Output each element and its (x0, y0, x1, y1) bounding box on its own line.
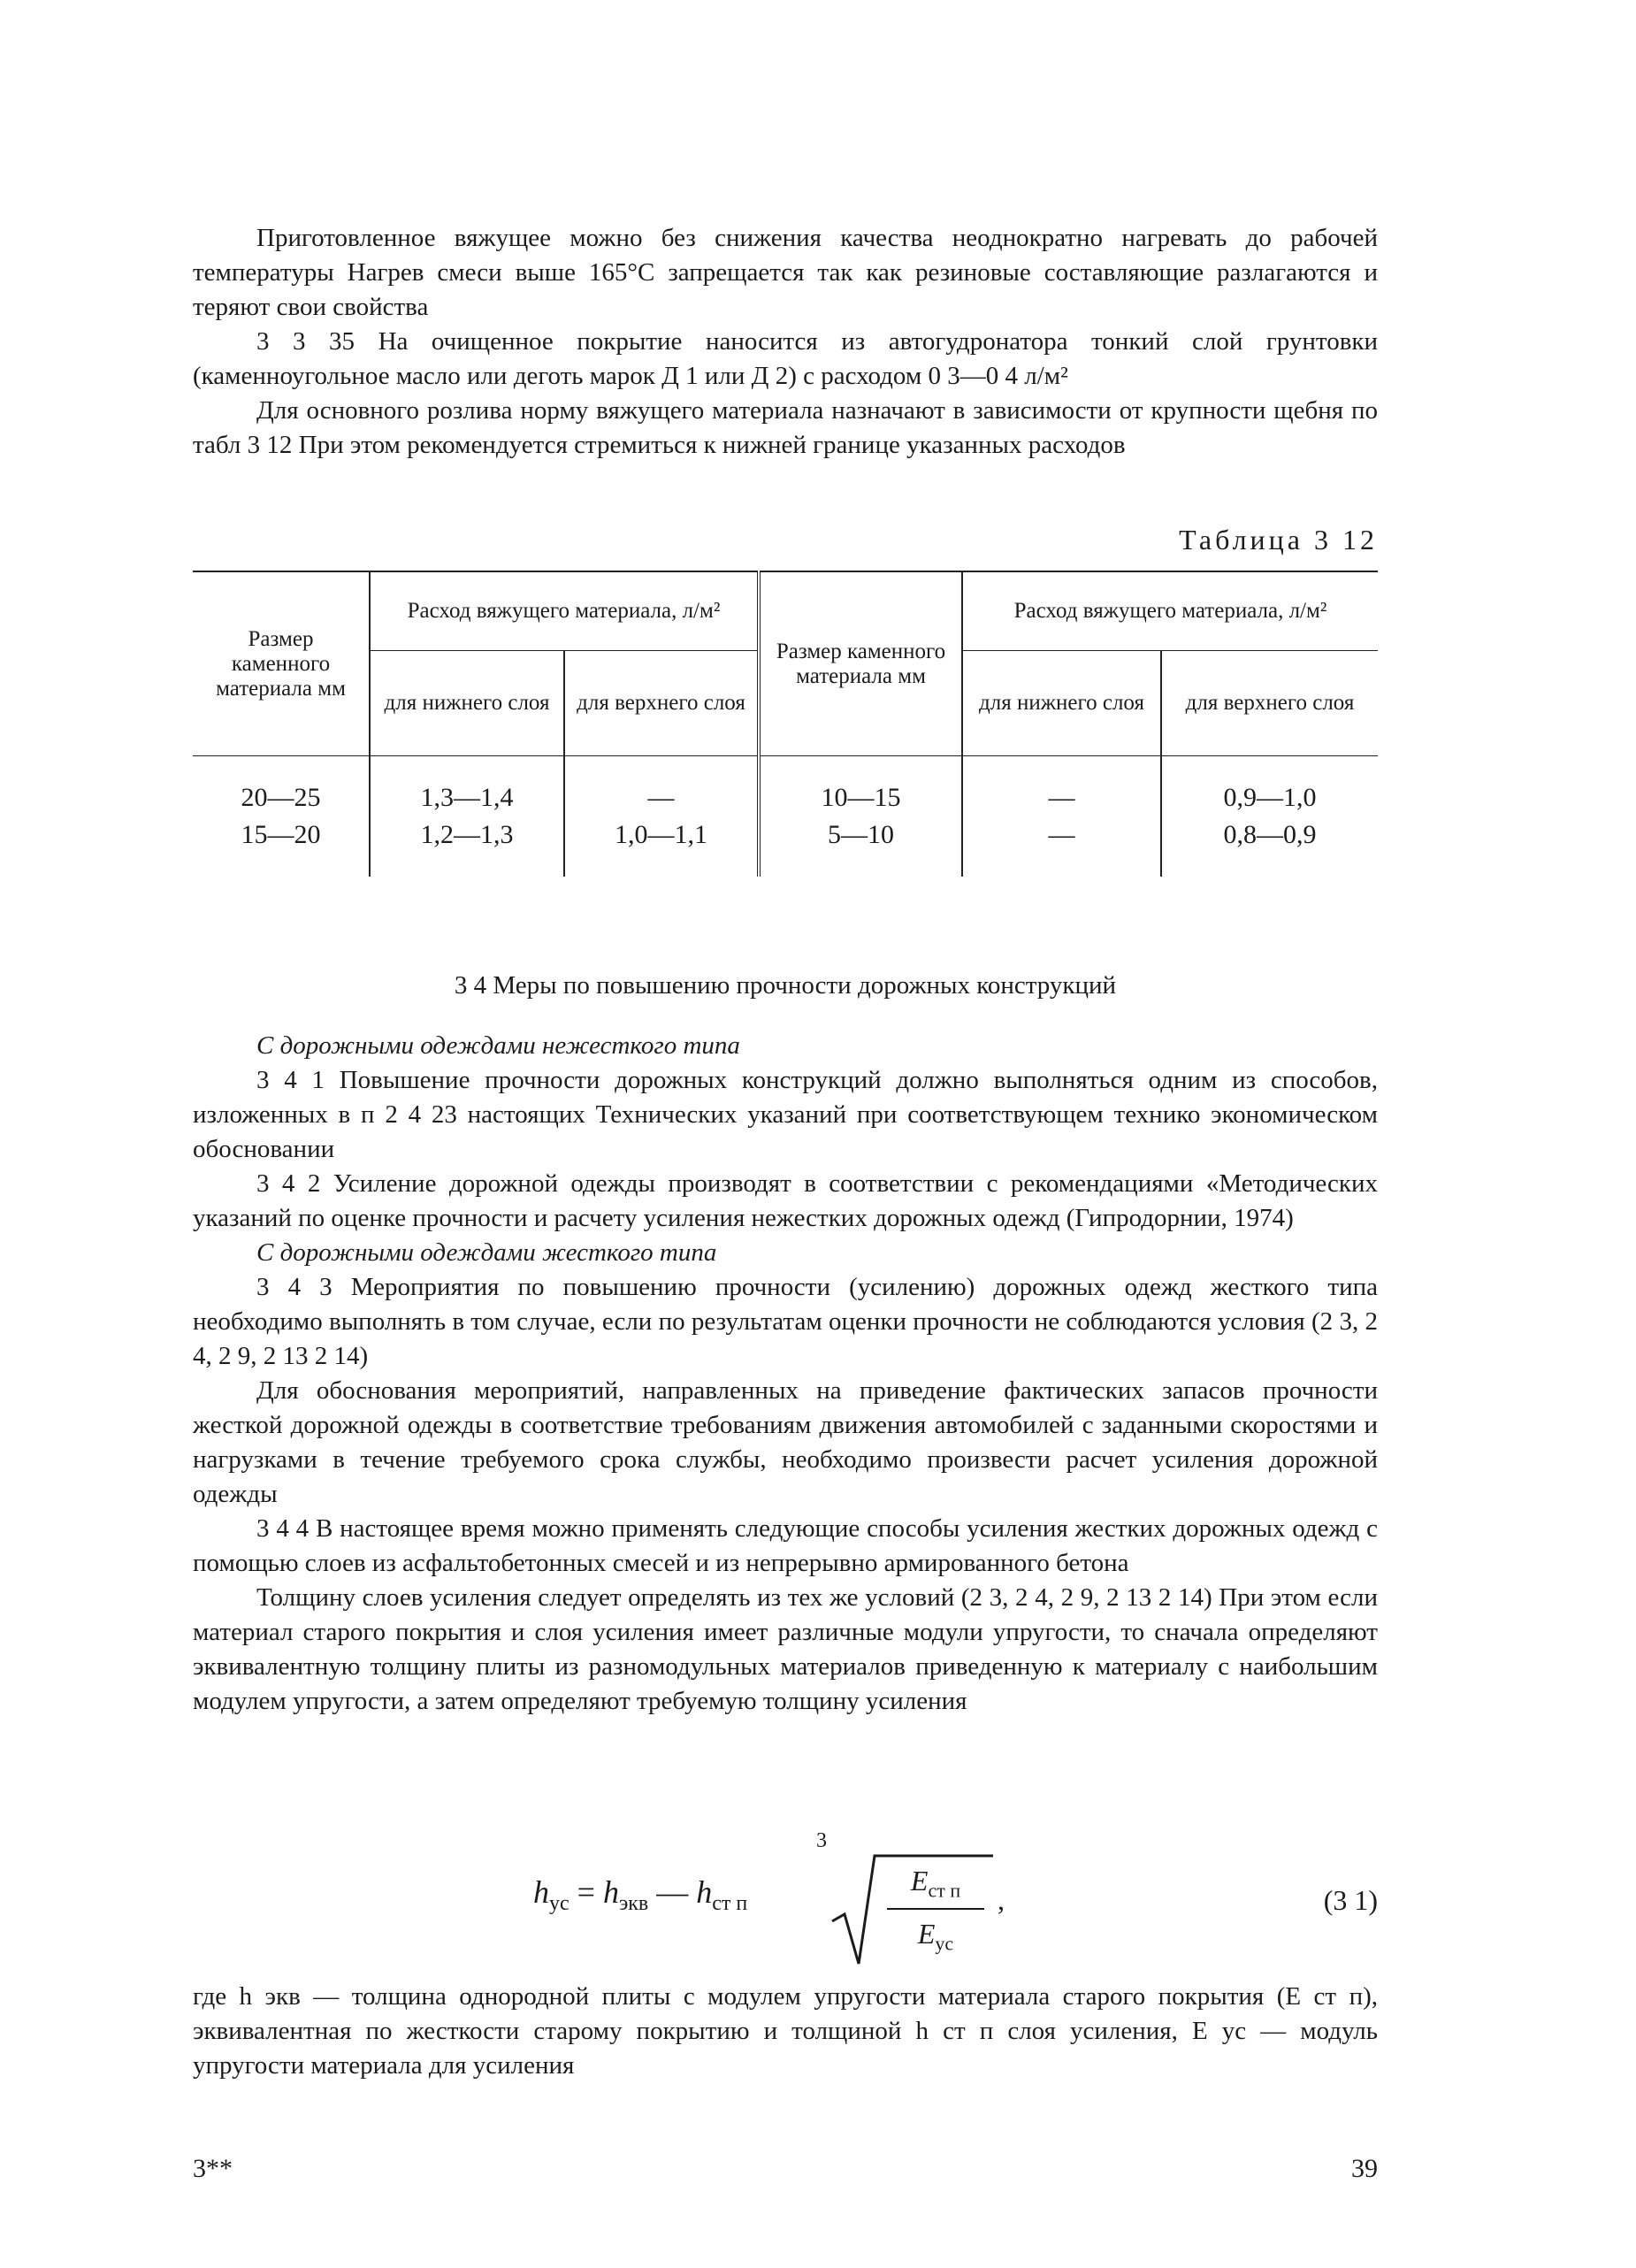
formula-term2-sub: ст п (712, 1892, 748, 1916)
fraction-numerator (887, 1865, 984, 1902)
table-row (193, 756, 1378, 817)
table-caption: Таблица 3 12 (1179, 524, 1378, 556)
fraction-denominator (887, 1918, 984, 1955)
subtitle-rigid: С дорожными одеждами жесткого типа (256, 1238, 717, 1267)
paragraph-3-4-1: 3 4 1 Повышение прочности дорожных конструкций должно выполняться одним из способов, изложенных в п 2 4 23 настоящих Технических указаний при соответствующем технико экономическом обосновании (193, 1066, 1378, 1163)
cell-lower-left: 1,3—1,4 (370, 756, 564, 817)
page-number: 39 (1351, 2154, 1378, 2183)
formula-lhs: h (533, 1874, 549, 1910)
denominator-sub: ус (935, 1932, 954, 1955)
root-index: 3 (816, 1829, 827, 1852)
intro-paragraph-2: 3 3 35 На очищенное покрытие наносится из автогудронатора тонкий слой грунтовки (каменноугольное масло или деготь марок Д 1 или Д 2) с расходом 0 3—0 4 л/м² (193, 327, 1378, 390)
numerator-symbol: E (910, 1865, 929, 1896)
header-upper-right: для верхнего слоя (1161, 651, 1378, 756)
formula-number: (3 1) (1323, 1884, 1378, 1916)
cell-lower-right: — (962, 756, 1161, 817)
intro-paragraph-3: Для основного розлива норму вяжущего материала назначают в зависимости от крупности щебня по табл 3 12 При этом рекомендуется стремиться к нижней границе указанных расходов (193, 396, 1378, 459)
intro-text (193, 221, 1378, 463)
header-size-left: Размер каменного материала мм (193, 571, 370, 756)
cell-size-left: 15—20 (193, 816, 370, 877)
cell-upper-right: 0,8—0,9 (1223, 820, 1317, 849)
section-title: 3 4 Меры по повышению прочности дорожных конструкций (454, 971, 1117, 1000)
cell-size-right: 5—10 (759, 816, 962, 877)
cell-lower-right: — (962, 816, 1161, 877)
signature-mark: 3** (193, 2154, 233, 2183)
header-upper-left: для верхнего слоя (564, 651, 759, 756)
numerator-sub: ст п (928, 1879, 961, 1902)
formula-term2: h (696, 1874, 713, 1910)
subtitle-nonrigid: С дорожными одеждами нежесткого типа (256, 1031, 740, 1060)
cell-upper-left: 1,0—1,1 (564, 816, 759, 877)
cell-size-left: 20—25 (193, 756, 370, 817)
cell-lower-left: 1,2—1,3 (370, 816, 564, 877)
header-size-right: Размер каменного материала мм (759, 571, 962, 756)
where-text (193, 1980, 1378, 2083)
cell-size-right: 10—15 (759, 756, 962, 817)
intro-paragraph-1: Приготовленное вяжущее можно без снижения качества неоднократно нагревать до рабочей температуры Нагрев смеси выше 165°С запрещается так как резиновые составляющие разлагаются и теряют свои свойства (193, 224, 1378, 321)
page-footer (193, 2154, 1378, 2184)
formula-term1: h (602, 1874, 619, 1910)
header-consumption-left: Расход вяжущего материала, л/м² (370, 571, 759, 651)
header-consumption-right: Расход вяжущего материала, л/м² (962, 571, 1378, 651)
cell-upper-right: 0,9—1,0 (1223, 783, 1317, 812)
denominator-symbol: E (917, 1918, 936, 1950)
paragraph-thickness: Толщину слоев усиления следует определять из тех же условий (2 3, 2 4, 2 9, 2 13 2 14) При этом если материал старого покрытия и слоя усиления имеет различные модули упругости, то сначала определяют эквивалентную толщину плиты из разномодульных материалов приведенную к материалу с наибольшим модулем упругости, а затем определяют требуемую толщину усиления (193, 1583, 1378, 1715)
where-paragraph: где h экв — толщина однородной плиты с модулем упругости материала старого покрытия (E ст п), эквивалентная по жесткости старому покрытию и толщиной h ст п слоя усиления, E ус — модуль упругости материала для усиления (193, 1982, 1378, 2080)
cell-upper-left: — (564, 756, 759, 817)
formula-lhs-sub: ус (549, 1892, 570, 1916)
formula-body: $h_{ус} = h_{экв}$ — $h_{ст п}$ (533, 1874, 748, 1916)
formula-term1-sub: экв (618, 1892, 649, 1916)
paragraph-3-4-3: 3 4 3 Мероприятия по повышению прочности (усилению) дорожных одежд жесткого типа необходимо выполнять в том случае, если по результатам оценки прочности не соблюдаются условия (2 3, 2 4, 2 9, 2 13 2 14) (193, 1273, 1378, 1370)
table-row (193, 816, 1378, 877)
paragraph-justification: Для обоснования мероприятий, направленных на приведение фактических запасов прочности жесткой дорожной одежды в соответствие требованиям движения автомобилей с заданными скоростями и нагрузками в течение требуемого срока службы, необходимо произвести расчет усиления дорожной одежды (193, 1376, 1378, 1508)
paragraph-3-4-2: 3 4 2 Усиление дорожной одежды производят в соответствии с рекомендациями «Методических указаний по оценке прочности и расчету усиления нежестких дорожных одежд (Гипродорнии, 1974) (193, 1169, 1378, 1232)
header-lower-right: для нижнего слоя (962, 651, 1161, 756)
formula-3-1: $h_{ус} = h_{экв}$ — $h_{ст п}$ 3 $E_{ст п}$ $E_{ус}$ , (3 1) (193, 1849, 1378, 1973)
section-text (193, 1029, 1378, 1719)
paragraph-3-4-4: 3 4 4 В настоящее время можно применять следующие способы усиления жестких дорожных одежд с помощью слоев из асфальтобетонных смесей и из непрерывно армированного бетона (193, 1514, 1378, 1577)
consumption-table (193, 571, 1378, 877)
header-lower-left: для нижнего слоя (370, 651, 564, 756)
